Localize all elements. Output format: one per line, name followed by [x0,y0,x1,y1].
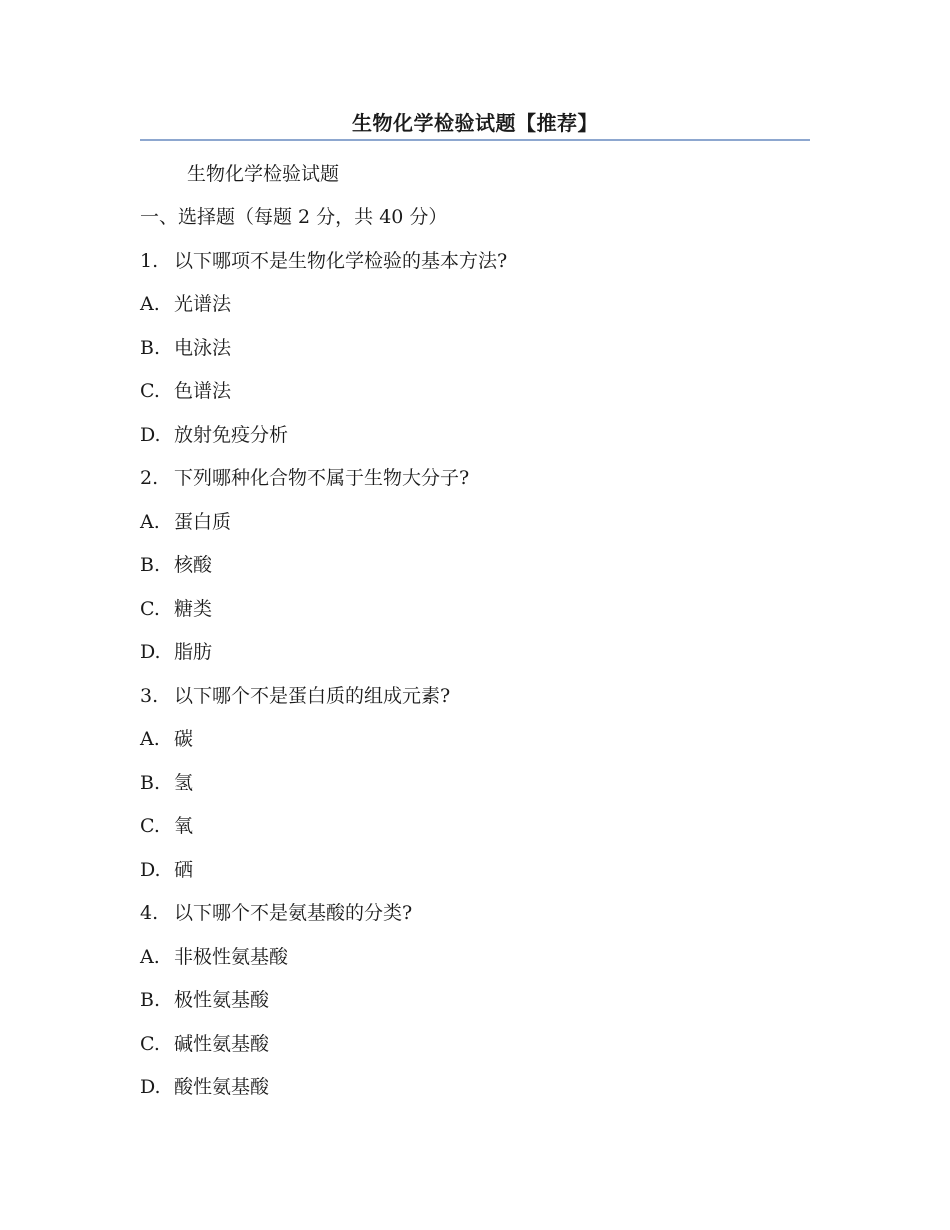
option-letter: D. [140,859,161,881]
question-text: 以下哪个不是蛋白质的组成元素? [174,685,451,707]
question-2-option-b [140,551,212,579]
question-4-option-b [140,986,269,1014]
option-text: 非极性氨基酸 [174,946,289,968]
question-number: 3. [140,685,159,707]
option-letter: B. [140,989,161,1011]
option-letter: B. [140,337,161,359]
question-2 [140,464,469,492]
question-1-option-d [140,421,288,449]
option-text: 脂肪 [174,641,213,663]
option-text: 糖类 [174,598,213,620]
option-letter: B. [140,772,161,794]
option-letter: C. [140,380,160,402]
question-number: 2. [140,467,159,489]
question-number: 4. [140,902,159,924]
option-letter: A. [140,293,160,315]
option-text: 酸性氨基酸 [174,1076,270,1098]
title-divider [140,139,810,141]
option-text: 极性氨基酸 [174,989,270,1011]
question-1-option-b [140,334,231,362]
option-letter: C. [140,598,160,620]
question-text: 以下哪个不是氨基酸的分类? [174,902,413,924]
document-title: 生物化学检验试题【推荐】 [352,111,598,135]
question-2-option-d [140,638,212,666]
option-text: 电泳法 [174,337,232,359]
option-letter: C. [140,815,160,837]
question-1-option-a [140,290,231,318]
question-4-option-d [140,1073,269,1101]
option-text: 碱性氨基酸 [174,1033,270,1055]
option-text: 碳 [174,728,194,750]
option-letter: A. [140,511,160,533]
option-text: 核酸 [174,554,213,576]
question-2-option-c [140,595,212,623]
question-1 [140,247,507,275]
question-number: 1. [140,250,159,272]
option-letter: D. [140,1076,161,1098]
option-text: 氢 [174,772,194,794]
option-text: 光谱法 [174,293,232,315]
question-text: 以下哪项不是生物化学检验的基本方法? [174,250,508,272]
option-letter: B. [140,554,161,576]
option-text: 硒 [174,859,194,881]
question-text: 下列哪种化合物不属于生物大分子? [174,467,470,489]
question-3 [140,682,450,710]
question-3-option-c [140,812,193,840]
option-letter: C. [140,1033,160,1055]
section-heading: 一、选择题（每题 2 分，共 40 分） [140,206,448,228]
question-3-option-d [140,856,193,884]
option-text: 氧 [174,815,194,837]
option-text: 放射免疫分析 [174,424,289,446]
option-text: 色谱法 [174,380,232,402]
question-1-option-c [140,377,231,405]
question-4-option-a [140,943,288,971]
question-4 [140,899,412,927]
question-3-option-b [140,769,193,797]
option-letter: A. [140,728,160,750]
option-letter: D. [140,424,161,446]
question-3-option-a [140,725,193,753]
option-text: 蛋白质 [174,511,232,533]
document-subtitle: 生物化学检验试题 [187,163,340,185]
question-2-option-a [140,508,231,536]
option-letter: A. [140,946,160,968]
question-4-option-c [140,1030,269,1058]
option-letter: D. [140,641,161,663]
